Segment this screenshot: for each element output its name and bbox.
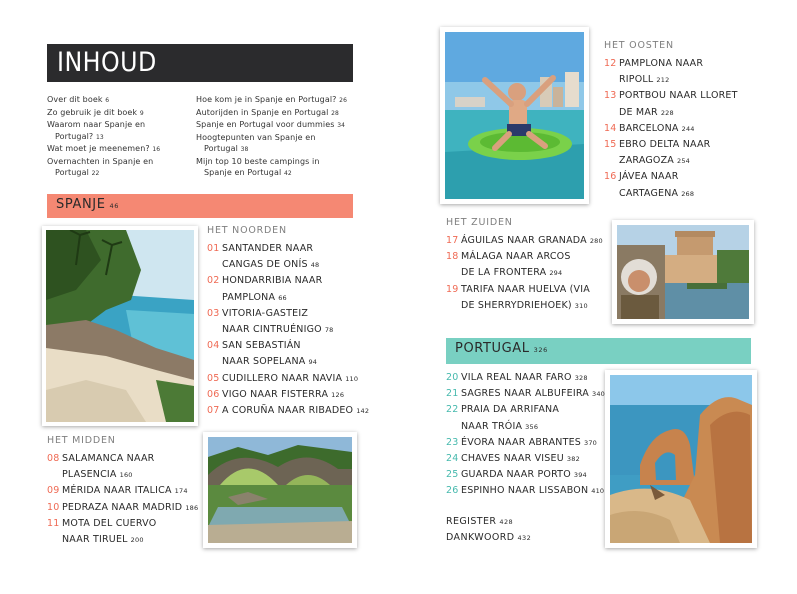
intro-entry-text: Autorijden in Spanje en Portugal [196, 107, 329, 117]
route-name: A CORUÑA NAAR RIBADEO [222, 405, 354, 417]
register-page: 428 [499, 518, 514, 526]
intro-entry-text: Hoe kom je in Spanje en Portugal? [196, 95, 337, 104]
intro-entry-page: 28 [331, 109, 339, 117]
page-title: INHOUD [57, 47, 157, 78]
route-number: 22 [446, 404, 459, 416]
route-page: 174 [174, 487, 188, 496]
route-number: 01 [207, 243, 220, 254]
route-name: JÁVEA NAAR [619, 171, 679, 183]
route-name: SALAMANCA NAAR [62, 453, 155, 464]
route-name: NAAR TRÓIA [461, 420, 523, 432]
intro-entry-page: 9 [139, 109, 144, 117]
route-number: 03 [207, 307, 220, 319]
intro-entry-page: 34 [337, 122, 346, 129]
route-list-oosten [604, 56, 738, 202]
intro-entry [47, 131, 192, 144]
route-name: NAAR CINTRUÉNIGO [222, 324, 322, 336]
route-entry [446, 451, 605, 467]
route-name: TARIFA NAAR HUELVA (VIA [461, 283, 590, 295]
intro-entry-text: Portugal [204, 144, 238, 153]
route-name: VITORIA-GASTEIZ [222, 307, 309, 319]
route-entry [446, 370, 605, 386]
route-name: RIPOLL [619, 74, 654, 86]
route-name: PEDRAZA NAAR MADRID [62, 501, 183, 513]
region-heading-noorden: HET NOORDEN [207, 225, 287, 236]
route-name: ESPINHO NAAR LISSABON [461, 485, 589, 497]
route-entry-continuation [47, 467, 198, 483]
route-name: DE SHERRYDRIEHOEK) [461, 299, 572, 311]
route-number: 05 [207, 372, 220, 384]
intro-entry-page: 42 [283, 170, 292, 177]
route-entry [47, 451, 198, 467]
route-list-zuiden [446, 233, 603, 314]
route-page: 228 [660, 108, 674, 117]
intro-list-right [196, 94, 358, 180]
route-entry [446, 386, 605, 402]
route-entry [446, 249, 603, 265]
route-page: 126 [331, 390, 345, 399]
route-entry-continuation [604, 153, 738, 169]
route-number: 20 [446, 372, 459, 383]
intro-entry-text: Over dit boek [47, 95, 103, 104]
float-image [445, 32, 584, 199]
route-entry-continuation [604, 72, 738, 88]
intro-entry-text: Portugal [55, 168, 89, 177]
route-number: 11 [47, 517, 60, 529]
route-entry [207, 273, 369, 289]
intro-entry-text: Mijn top 10 beste campings in [196, 156, 320, 166]
route-name: PAMPLONA NAAR [619, 58, 704, 69]
dankwoord-page: 432 [517, 534, 532, 542]
route-entry [47, 483, 198, 499]
route-name: ÁGUILAS NAAR GRANADA [461, 235, 587, 246]
route-name: NAAR SOPELANA [222, 356, 306, 368]
route-name: HONDARRIBIA NAAR [222, 275, 323, 287]
intro-entry [196, 94, 358, 107]
intro-entry-text: Hoogtepunten van Spanje en [196, 132, 316, 142]
route-name: ZARAGOZA [619, 155, 675, 167]
alhambra-image [617, 225, 749, 319]
dankwoord-entry [446, 530, 531, 547]
route-page: 340 [592, 390, 606, 399]
section-bar-portugal [446, 338, 751, 364]
route-entry [446, 435, 605, 451]
intro-list-left [47, 94, 192, 180]
route-entry [207, 338, 369, 354]
route-entry-continuation [207, 257, 369, 273]
route-entry [604, 121, 738, 137]
route-page: 212 [656, 76, 670, 85]
route-number: 16 [604, 171, 617, 183]
intro-entry-page: 13 [95, 133, 104, 141]
intro-entry-text: Zo gebruik je dit boek [47, 107, 138, 117]
route-entry [604, 169, 738, 185]
route-page: 328 [574, 374, 588, 382]
route-name: CUDILLERO NAAR NAVIA [222, 372, 343, 384]
bridge-image [208, 437, 352, 543]
route-name: MÉRIDA NAAR ITALICA [62, 485, 172, 497]
route-name: ÉVORA NAAR ABRANTES [461, 436, 582, 448]
route-number: 18 [446, 251, 459, 263]
route-name: SANTANDER NAAR [222, 243, 314, 254]
route-page: 294 [549, 269, 563, 278]
photo-beach [42, 226, 198, 426]
region-heading-midden: HET MIDDEN [47, 435, 116, 446]
route-name: VILA REAL NAAR FARO [461, 372, 572, 383]
route-name: CHAVES NAAR VISEU [461, 453, 564, 465]
route-name: GUARDA NAAR PORTO [461, 469, 571, 481]
intro-entry-text: Wat moet je meenemen? [47, 144, 150, 153]
route-entry [604, 88, 738, 104]
route-list-noorden [207, 241, 369, 419]
route-entry-continuation [207, 354, 369, 370]
route-name: CANGAS DE ONÍS [222, 259, 308, 271]
route-entry [207, 403, 369, 419]
route-entry [446, 467, 605, 483]
intro-entry [196, 156, 358, 168]
route-number: 06 [207, 388, 220, 400]
route-entry [446, 483, 605, 499]
route-entry [446, 233, 603, 249]
route-page: 200 [130, 536, 144, 545]
route-entry [446, 402, 605, 418]
spanje-label: SPANJE [56, 197, 106, 212]
intro-entry-page: 16 [152, 146, 161, 153]
route-number: 14 [604, 122, 617, 134]
route-entry-continuation [446, 298, 603, 314]
route-page: 310 [574, 301, 588, 310]
route-page: 268 [681, 189, 695, 198]
route-page: 160 [119, 471, 133, 480]
route-page: 66 [278, 293, 287, 302]
route-name: MOTA DEL CUERVO [62, 517, 157, 529]
route-name: PORTBOU NAAR LLORET [619, 90, 738, 102]
route-number: 21 [446, 388, 459, 400]
route-page: 48 [310, 261, 320, 270]
route-list-midden [47, 451, 198, 548]
intro-entry [47, 107, 192, 120]
photo-cliffs [605, 370, 757, 548]
route-page: 142 [356, 407, 370, 416]
section-label-portugal [455, 341, 548, 356]
section-label-spanje [56, 197, 119, 212]
route-entry [446, 282, 603, 298]
route-entry-continuation [604, 105, 738, 121]
route-entry-continuation [604, 186, 738, 202]
intro-entry [196, 107, 358, 120]
route-number: 19 [446, 283, 459, 295]
route-page: 78 [324, 326, 334, 335]
route-number: 17 [446, 235, 459, 246]
route-number: 26 [446, 485, 459, 497]
route-number: 23 [446, 436, 459, 448]
intro-entry-text: Portugal? [55, 131, 94, 141]
route-number: 12 [604, 58, 617, 69]
route-page: 254 [677, 157, 691, 166]
route-name: PRAIA DA ARRIFANA [461, 404, 560, 416]
intro-entry [47, 119, 192, 131]
route-number: 13 [604, 90, 617, 102]
route-name: MÁLAGA NAAR ARCOS [461, 251, 571, 263]
route-number: 24 [446, 453, 459, 465]
route-number: 25 [446, 469, 459, 481]
portugal-label: PORTUGAL [455, 341, 530, 356]
intro-entry-text: Spanje en Portugal [204, 168, 282, 177]
route-name: VIGO NAAR FISTERRA [222, 388, 329, 400]
route-number: 15 [604, 139, 617, 151]
intro-entry [196, 143, 358, 156]
intro-entry [47, 156, 192, 168]
beach-image [46, 230, 194, 422]
section-bar-spanje [47, 194, 353, 218]
route-page: 110 [345, 374, 359, 383]
route-name: PLASENCIA [62, 469, 117, 481]
route-page: 280 [589, 237, 603, 245]
route-name: PAMPLONA [222, 291, 276, 303]
route-entry [604, 137, 738, 153]
route-page: 370 [584, 438, 598, 447]
intro-entry-page: 6 [105, 97, 110, 104]
intro-entry [196, 119, 358, 132]
intro-entry [47, 167, 192, 180]
route-name: SAGRES NAAR ALBUFEIRA [461, 388, 589, 400]
route-entry-continuation [47, 532, 198, 548]
route-name: SAN SEBASTIÁN [222, 340, 301, 352]
route-name: CARTAGENA [619, 187, 679, 199]
route-page: 410 [591, 487, 605, 496]
dankwoord-label: DANKWOORD [446, 532, 515, 543]
route-entry [207, 241, 369, 257]
route-name: BARCELONA [619, 122, 679, 134]
register-label: REGISTER [446, 516, 497, 527]
route-entry [207, 371, 369, 387]
route-number: 07 [207, 405, 220, 417]
route-page: 394 [573, 471, 587, 480]
route-name: DE LA FRONTERA [461, 267, 547, 279]
route-entry [604, 56, 738, 72]
intro-entry-page: 22 [91, 170, 100, 177]
photo-bridge [203, 432, 357, 548]
route-entry [207, 387, 369, 403]
photo-float [440, 27, 589, 204]
route-number: 10 [47, 501, 60, 513]
route-name: DE MAR [619, 106, 658, 118]
route-entry-continuation [207, 322, 369, 338]
region-heading-zuiden: HET ZUIDEN [446, 217, 513, 228]
route-number: 09 [47, 485, 60, 497]
route-entry-continuation [207, 290, 369, 306]
route-name: EBRO DELTA NAAR [619, 139, 711, 151]
photo-alhambra [612, 220, 754, 324]
route-entry [207, 306, 369, 322]
register-entry [446, 514, 513, 531]
intro-entry-text: Overnachten in Spanje en [47, 156, 154, 166]
intro-entry [196, 132, 358, 144]
intro-entry [196, 167, 358, 180]
route-list-portugal [446, 370, 605, 500]
route-entry-continuation [446, 419, 605, 435]
route-entry-continuation [446, 265, 603, 281]
intro-entry-page: 26 [339, 97, 348, 104]
title-bar [47, 44, 353, 82]
intro-entry [47, 143, 192, 156]
route-number: 08 [47, 453, 60, 464]
route-page: 94 [308, 358, 318, 367]
cliffs-image [610, 375, 752, 543]
intro-entry-text: Spanje en Portugal voor dummies [196, 120, 335, 129]
route-number: 04 [207, 340, 220, 352]
route-number: 02 [207, 275, 220, 287]
region-heading-oosten: HET OOSTEN [604, 40, 674, 51]
route-entry [47, 500, 198, 516]
route-page: 186 [185, 503, 199, 512]
route-page: 356 [525, 422, 539, 431]
intro-entry-text: Waarom naar Spanje en [47, 120, 146, 129]
spanje-page: 46 [109, 202, 120, 210]
route-entry [47, 516, 198, 532]
route-page: 382 [566, 455, 580, 464]
intro-entry-page: 38 [240, 146, 249, 153]
route-name: NAAR TIRUEL [62, 534, 128, 546]
intro-entry [47, 94, 192, 107]
route-page: 244 [681, 124, 695, 133]
portugal-page: 326 [533, 346, 548, 354]
